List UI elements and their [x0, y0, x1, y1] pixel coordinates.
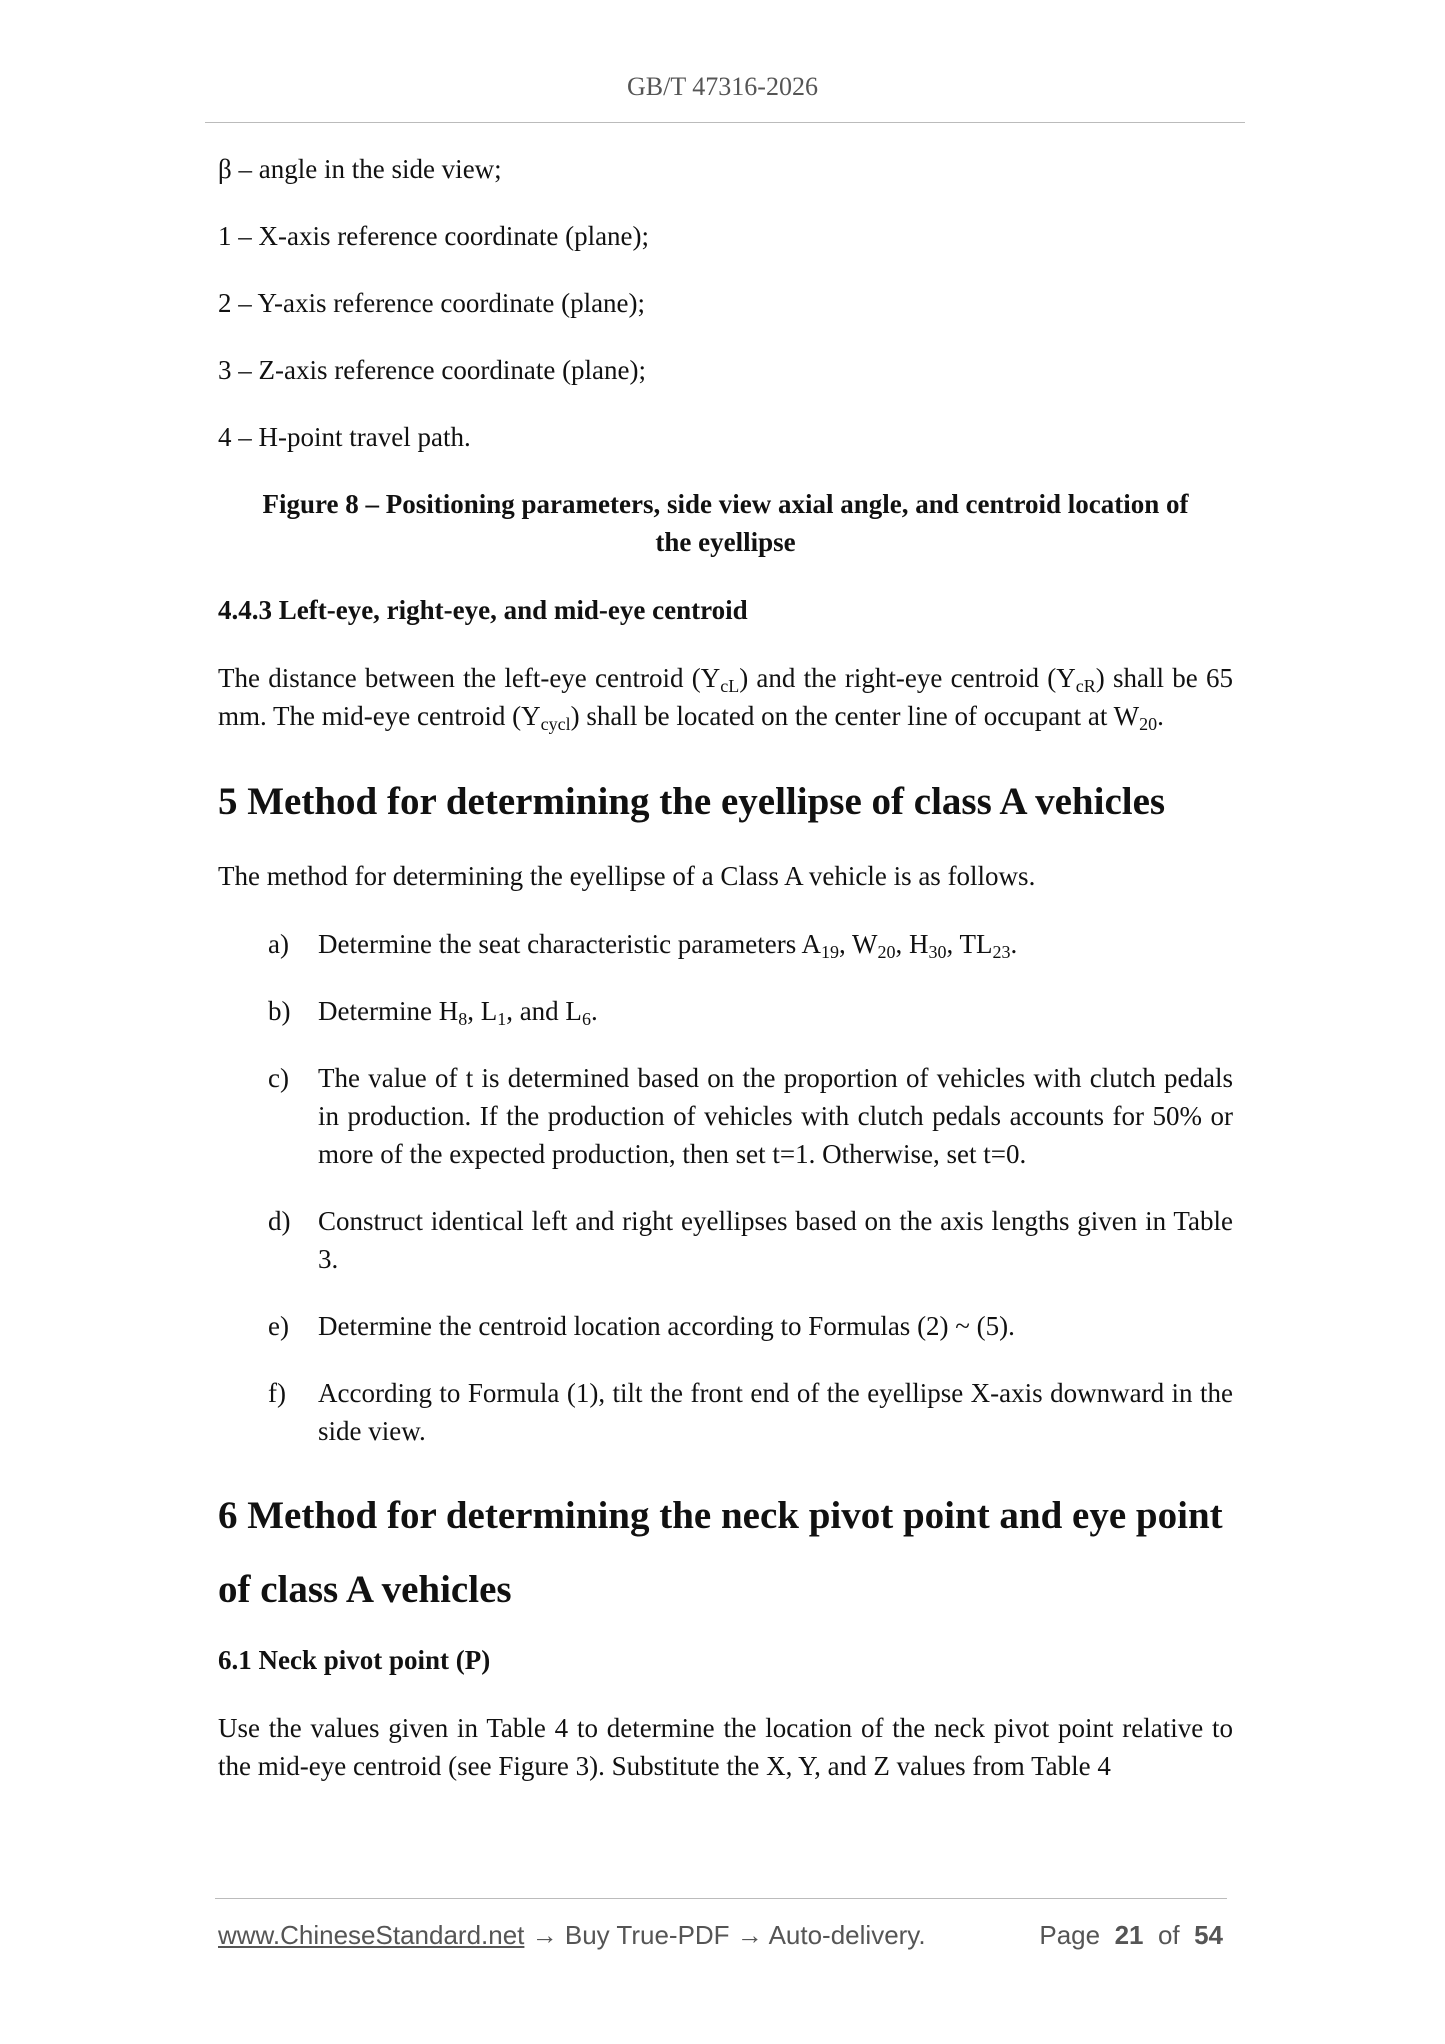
- steps-list: [218, 925, 1233, 1450]
- heading-section-6: 6 Method for determining the neck pivot point and eye point of class A vehicles: [218, 1494, 1223, 1611]
- legend-line-2: 2 – Y-axis reference coordinate (plane);: [218, 288, 646, 318]
- figure-caption-line1: Figure 8 – Positioning parameters, side view axial angle, and centroid location of: [262, 489, 1189, 519]
- list-marker: f): [268, 1378, 286, 1408]
- list-marker: e): [268, 1311, 289, 1341]
- list-item-a: [218, 925, 1233, 963]
- list-item-f: [218, 1374, 1233, 1450]
- page-content: [218, 150, 1233, 1815]
- website-link[interactable]: www.ChineseStandard.net: [218, 1920, 525, 1950]
- list-marker: d): [268, 1206, 291, 1236]
- paragraph-neck-pivot: Use the values given in Table 4 to determine the location of the neck pivot point relative to the mid-eye centroid (see Figure 3). Substitute the X, Y, and Z values from Table 4: [218, 1713, 1233, 1781]
- total-pages: 54: [1194, 1920, 1223, 1950]
- legend-line-beta: β – angle in the side view;: [218, 154, 502, 184]
- list-item-text: Determine the seat characteristic parameters $A_{19}$, $W_{20}$, $H_{30}$, $TL_{23}$.: [318, 929, 1018, 962]
- figure-caption: [218, 485, 1233, 561]
- page-footer: [218, 1920, 1223, 1951]
- list-marker: c): [268, 1063, 289, 1093]
- heading-6-1: 6.1 Neck pivot point (P): [218, 1645, 491, 1675]
- heading-section-5: 5 Method for determining the eyellipse of class A vehicles: [218, 780, 1166, 823]
- header-standard-number: GB/T 47316-2026: [627, 72, 818, 101]
- list-marker: a): [268, 929, 289, 959]
- legend-line-1: 1 – X-axis reference coordinate (plane);: [218, 221, 650, 251]
- figure-caption-line2: the eyellipse: [655, 527, 796, 557]
- heading-4-4-3: 4.4.3 Left-eye, right-eye, and mid-eye centroid: [218, 595, 748, 625]
- list-item-b: [218, 992, 1233, 1030]
- header-divider: [205, 122, 1245, 123]
- current-page-number: 21: [1114, 1920, 1144, 1950]
- list-item-text: According to Formula (1), tilt the front end of the eyellipse X-axis downward in the side view.: [318, 1378, 1233, 1446]
- list-item-text: Determine $H_8$, $L_1$, and $L_6$.: [318, 996, 598, 1029]
- list-item-text: Determine the centroid location according to Formulas (2) ~ (5).: [318, 1311, 1015, 1341]
- list-item-d: [218, 1202, 1233, 1278]
- list-item-c: [218, 1059, 1233, 1173]
- list-item-text: The value of t is determined based on the proportion of vehicles with clutch pedals in production. If the production of vehicles with clutch pedals accounts for 50% or more of the expected production, then set t=1. Otherwise, set t=0.: [318, 1063, 1233, 1169]
- paragraph-section-5-intro: The method for determining the eyellipse of a Class A vehicle is as follows.: [218, 861, 1036, 891]
- legend-line-4: 4 – H-point travel path.: [218, 422, 471, 452]
- page-number-indicator: Page 21 of 54: [1039, 1920, 1223, 1950]
- list-item-text: Construct identical left and right eyellipses based on the axis lengths given in Table 3.: [318, 1206, 1233, 1274]
- footer-divider: [215, 1898, 1227, 1899]
- footer-promo: → Buy True-PDF → Auto-delivery.: [524, 1920, 926, 1950]
- list-item-e: [218, 1307, 1233, 1345]
- legend-line-3: 3 – Z-axis reference coordinate (plane);: [218, 355, 647, 385]
- paragraph-eye-centroids: The distance between the left-eye centroid $(Y_{cL})$ and the right-eye centroid $(Y_{cR})$ shall be 65 mm. The mid-eye centroid $(Y_{cycl})$ shall be located on the center line of occupant at $W_{20}$.: [218, 663, 1233, 734]
- list-marker: b): [268, 996, 291, 1026]
